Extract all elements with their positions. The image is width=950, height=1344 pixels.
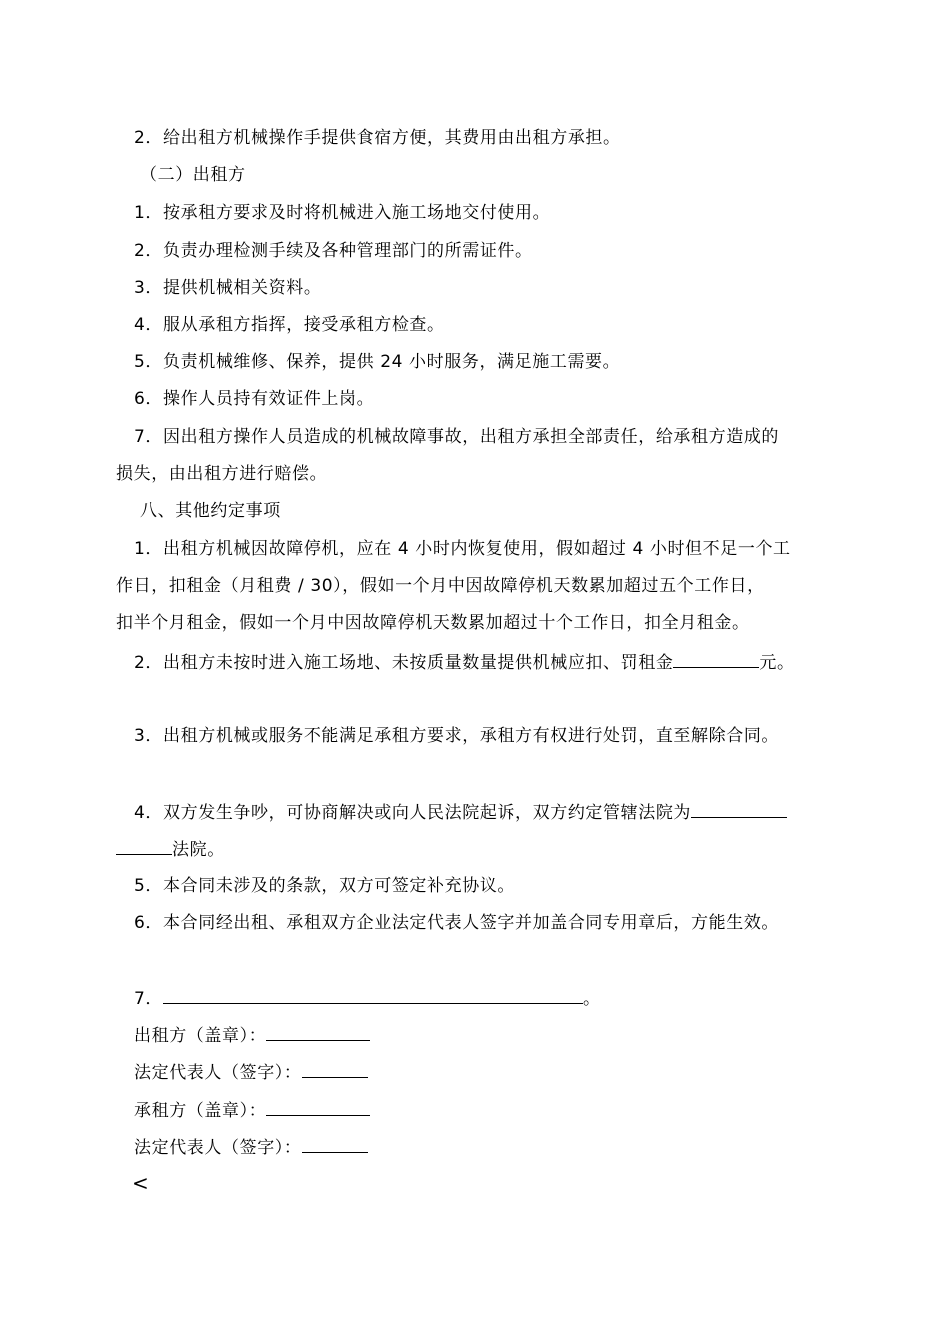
lessor-clause-5 — [134, 352, 620, 372]
other-clause-1-cont-b — [116, 613, 750, 633]
left-angle-mark — [132, 1172, 149, 1194]
text: 1．出租方机械因故障停机，应在 4 小时内恢复使用，假如超过 4 小时但不足一个工 — [134, 539, 791, 559]
court-name-blank — [691, 801, 787, 818]
other-clause-1 — [134, 539, 791, 559]
signature-blank — [302, 1136, 368, 1153]
other-clause-7 — [134, 987, 601, 1009]
other-clause-1-cont-a — [116, 576, 765, 596]
lessor-rep-signature-field — [134, 1061, 368, 1083]
section-heading-other-terms — [140, 501, 281, 521]
text: 4．双方发生争吵，可协商解决或向人民法院起诉，双方约定管辖法院为 — [134, 803, 692, 823]
lessor-clause-3 — [134, 278, 321, 298]
other-clause-5 — [134, 876, 515, 896]
lessor-clause-7 — [134, 427, 779, 447]
court-name-blank-cont — [116, 838, 172, 855]
text: < — [132, 1171, 149, 1195]
signature-blank — [266, 1099, 370, 1116]
text: 3．出租方机械或服务不能满足承租方要求，承租方有权进行处罚，直至解除合同。 — [134, 726, 780, 746]
text: 1．按承租方要求及时将机械进入施工场地交付使用。 — [134, 203, 551, 223]
text: 2．负责办理检测手续及各种管理部门的所需证件。 — [134, 241, 533, 261]
lessor-clause-4 — [134, 315, 445, 335]
other-clause-2 — [134, 651, 795, 673]
lessee-rep-signature-field — [134, 1136, 368, 1158]
signature-blank — [302, 1061, 368, 1078]
lessor-seal-field — [134, 1024, 370, 1046]
lessor-clause-2 — [134, 241, 533, 261]
signature-blank — [266, 1024, 370, 1041]
text: （二）出租方 — [140, 165, 246, 185]
field-label: 法定代表人（签字）： — [134, 1138, 302, 1158]
penalty-amount-blank — [673, 651, 759, 668]
text: 作日，扣租金（月租费 / 30），假如一个月中因故障停机天数累加超过五个工作日， — [116, 576, 765, 596]
other-clause-6 — [134, 913, 779, 933]
text: 5．本合同未涉及的条款，双方可签定补充协议。 — [134, 876, 516, 896]
text: 7． — [134, 989, 164, 1009]
other-clause-3 — [134, 726, 779, 746]
text: 6．操作人员持有效证件上岗。 — [134, 389, 375, 409]
other-clause-4-cont — [116, 838, 225, 860]
text: 2．出租方未按时进入施工场地、未按质量数量提供机械应扣、罚租金 — [134, 653, 674, 673]
text: 损失，由出租方进行赔偿。 — [116, 464, 328, 484]
section-heading-lessor — [140, 165, 246, 185]
text: 6．本合同经出租、承租双方企业法定代表人签字并加盖合同专用章后，方能生效。 — [134, 913, 780, 933]
field-label: 法定代表人（签字）： — [134, 1063, 302, 1083]
lessee-seal-field — [134, 1099, 370, 1121]
text: 4．服从承租方指挥，接受承租方检查。 — [134, 315, 445, 335]
text: 八、其他约定事项 — [140, 501, 281, 521]
text: 2．给出租方机械操作手提供食宿方便，其费用由出租方承担。 — [134, 128, 621, 148]
other-clause-4 — [134, 801, 787, 823]
text: 。 — [583, 989, 601, 1009]
lessor-clause-6 — [134, 389, 374, 409]
text: 元。 — [759, 653, 795, 673]
text: 5．负责机械维修、保养，提供 24 小时服务，满足施工需要。 — [134, 352, 621, 372]
field-label: 出租方（盖章）： — [134, 1026, 267, 1046]
text: 3．提供机械相关资料。 — [134, 278, 322, 298]
field-label: 承租方（盖章）： — [134, 1101, 267, 1121]
clause-2-meals — [134, 128, 621, 148]
text: 7．因出租方操作人员造成的机械故障事故，出租方承担全部责任，给承租方造成的 — [134, 427, 780, 447]
lessor-clause-7-cont — [116, 464, 327, 484]
additional-term-blank — [163, 987, 583, 1004]
text: 法院。 — [172, 840, 225, 860]
text: 扣半个月租金，假如一个月中因故障停机天数累加超过十个工作日，扣全月租金。 — [116, 613, 750, 633]
lessor-clause-1 — [134, 203, 550, 223]
